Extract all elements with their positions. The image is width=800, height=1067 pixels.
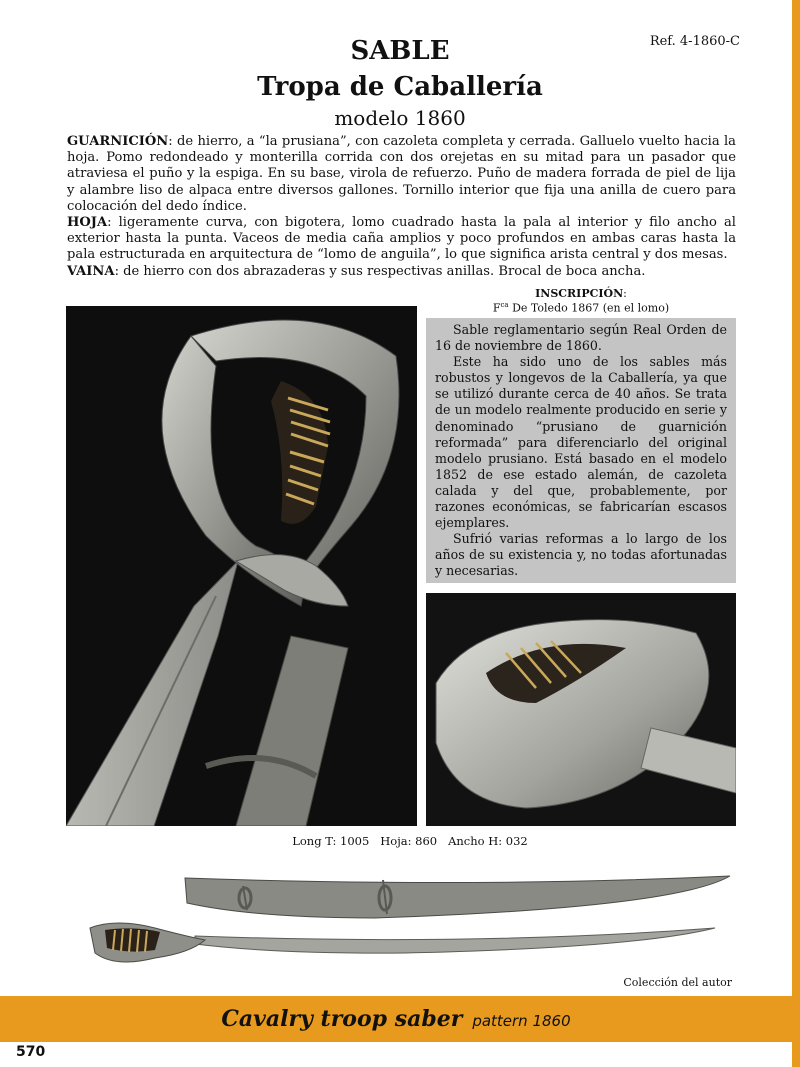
guarnicion-text: : de hierro, a “la prusiana”, con cazoleta completa y cerrada. Galluelo vuelto hacia la hoja. Pomo redondeado y monterilla corrida con dos orejetas en su mitad para un pasador que atraviesa el puño y la espiga. En su base, virola de refuerzo. Puño de madera forrada de piel de lija y alambre liso de alpaca entre diversos gallones. Tornillo interior que fija una anilla de cuero para colocación del dedo índice. <box>67 134 736 214</box>
inscription-label: INSCRIPCIÓN <box>535 287 624 300</box>
saber-scabbard-photo <box>75 858 737 978</box>
inscription-superscript: ca <box>500 301 509 309</box>
reference-code: Ref. 4-1860-C <box>649 34 740 49</box>
inscription-body: De Toledo 1867 (en el lomo) <box>508 301 670 315</box>
history-note <box>426 318 736 583</box>
saber-scabbard-drawing <box>75 858 737 978</box>
measurements <box>0 834 800 848</box>
length-value: 1005 <box>340 834 370 848</box>
note-paragraph-1: Sable reglamentario según Real Orden de 16 de noviembre de 1860. <box>435 322 727 354</box>
inscription-colon: : <box>623 287 627 300</box>
inscription-text <box>425 301 737 315</box>
guard-detail-photo <box>426 593 736 826</box>
model-year: modelo 1860 <box>334 106 466 130</box>
banner-subtitle: pattern 1860 <box>472 1012 571 1030</box>
length-label: Long T: <box>292 834 337 848</box>
inscription-heading <box>425 287 737 300</box>
guarnicion-paragraph <box>67 134 736 215</box>
page-title: SABLE <box>350 36 450 66</box>
english-title-banner <box>0 996 792 1042</box>
hoja-paragraph <box>67 215 736 264</box>
guard-detail-drawing <box>426 593 736 826</box>
note-paragraph-3: Sufrió varias reformas a lo largo de los años de su existencia y, no todas afortunadas y necesarias. <box>435 531 727 579</box>
vaina-text: : de hierro con dos abrazaderas y sus respectivas anillas. Brocal de boca ancha. <box>114 263 646 279</box>
blade-label: Hoja: <box>380 834 412 848</box>
page-subtitle: Tropa de Caballería <box>257 72 543 102</box>
hoja-label: HOJA <box>67 215 108 231</box>
description-block <box>67 134 736 280</box>
vaina-paragraph <box>67 264 736 280</box>
hilt-photo <box>66 306 417 826</box>
blade-value: 860 <box>415 834 438 848</box>
width-label: Ancho H: <box>448 834 503 848</box>
page-number: 570 <box>16 1044 46 1060</box>
hoja-text: : ligeramente curva, con bigotera, lomo cuadrado hasta la pala al interior y filo ancho al exterior hasta la punta. Vaceos de media caña amplios y poco profundos en ambas caras hasta la pala estructurada en arquitectura de “lomo de anguila”, lo que significa arista central y dos mesas. <box>67 215 736 263</box>
note-paragraph-2: Este ha sido uno de los sables más robustos y longevos de la Caballería, ya que se utilizó durante cerca de 40 años. Se trata de un modelo realmente producido en serie y denominado “prusiano de guarnición reformada” para diferenciarlo del original modelo prusiano. Está basado en el modelo 1852 de ese estado alemán, de cazoleta calada y del que, probablemente, por razones económicas, se fabricarían escasos ejemplares. <box>435 354 727 531</box>
width-value: 032 <box>505 834 528 848</box>
vaina-label: VAINA <box>67 263 115 279</box>
inscription-prefix: F <box>492 301 501 315</box>
guarnicion-label: GUARNICIÓN <box>67 134 169 149</box>
hilt-photo-drawing <box>66 306 417 826</box>
banner-title: Cavalry troop saber <box>221 1006 463 1032</box>
photo-credit: Colección del autor <box>623 976 732 989</box>
